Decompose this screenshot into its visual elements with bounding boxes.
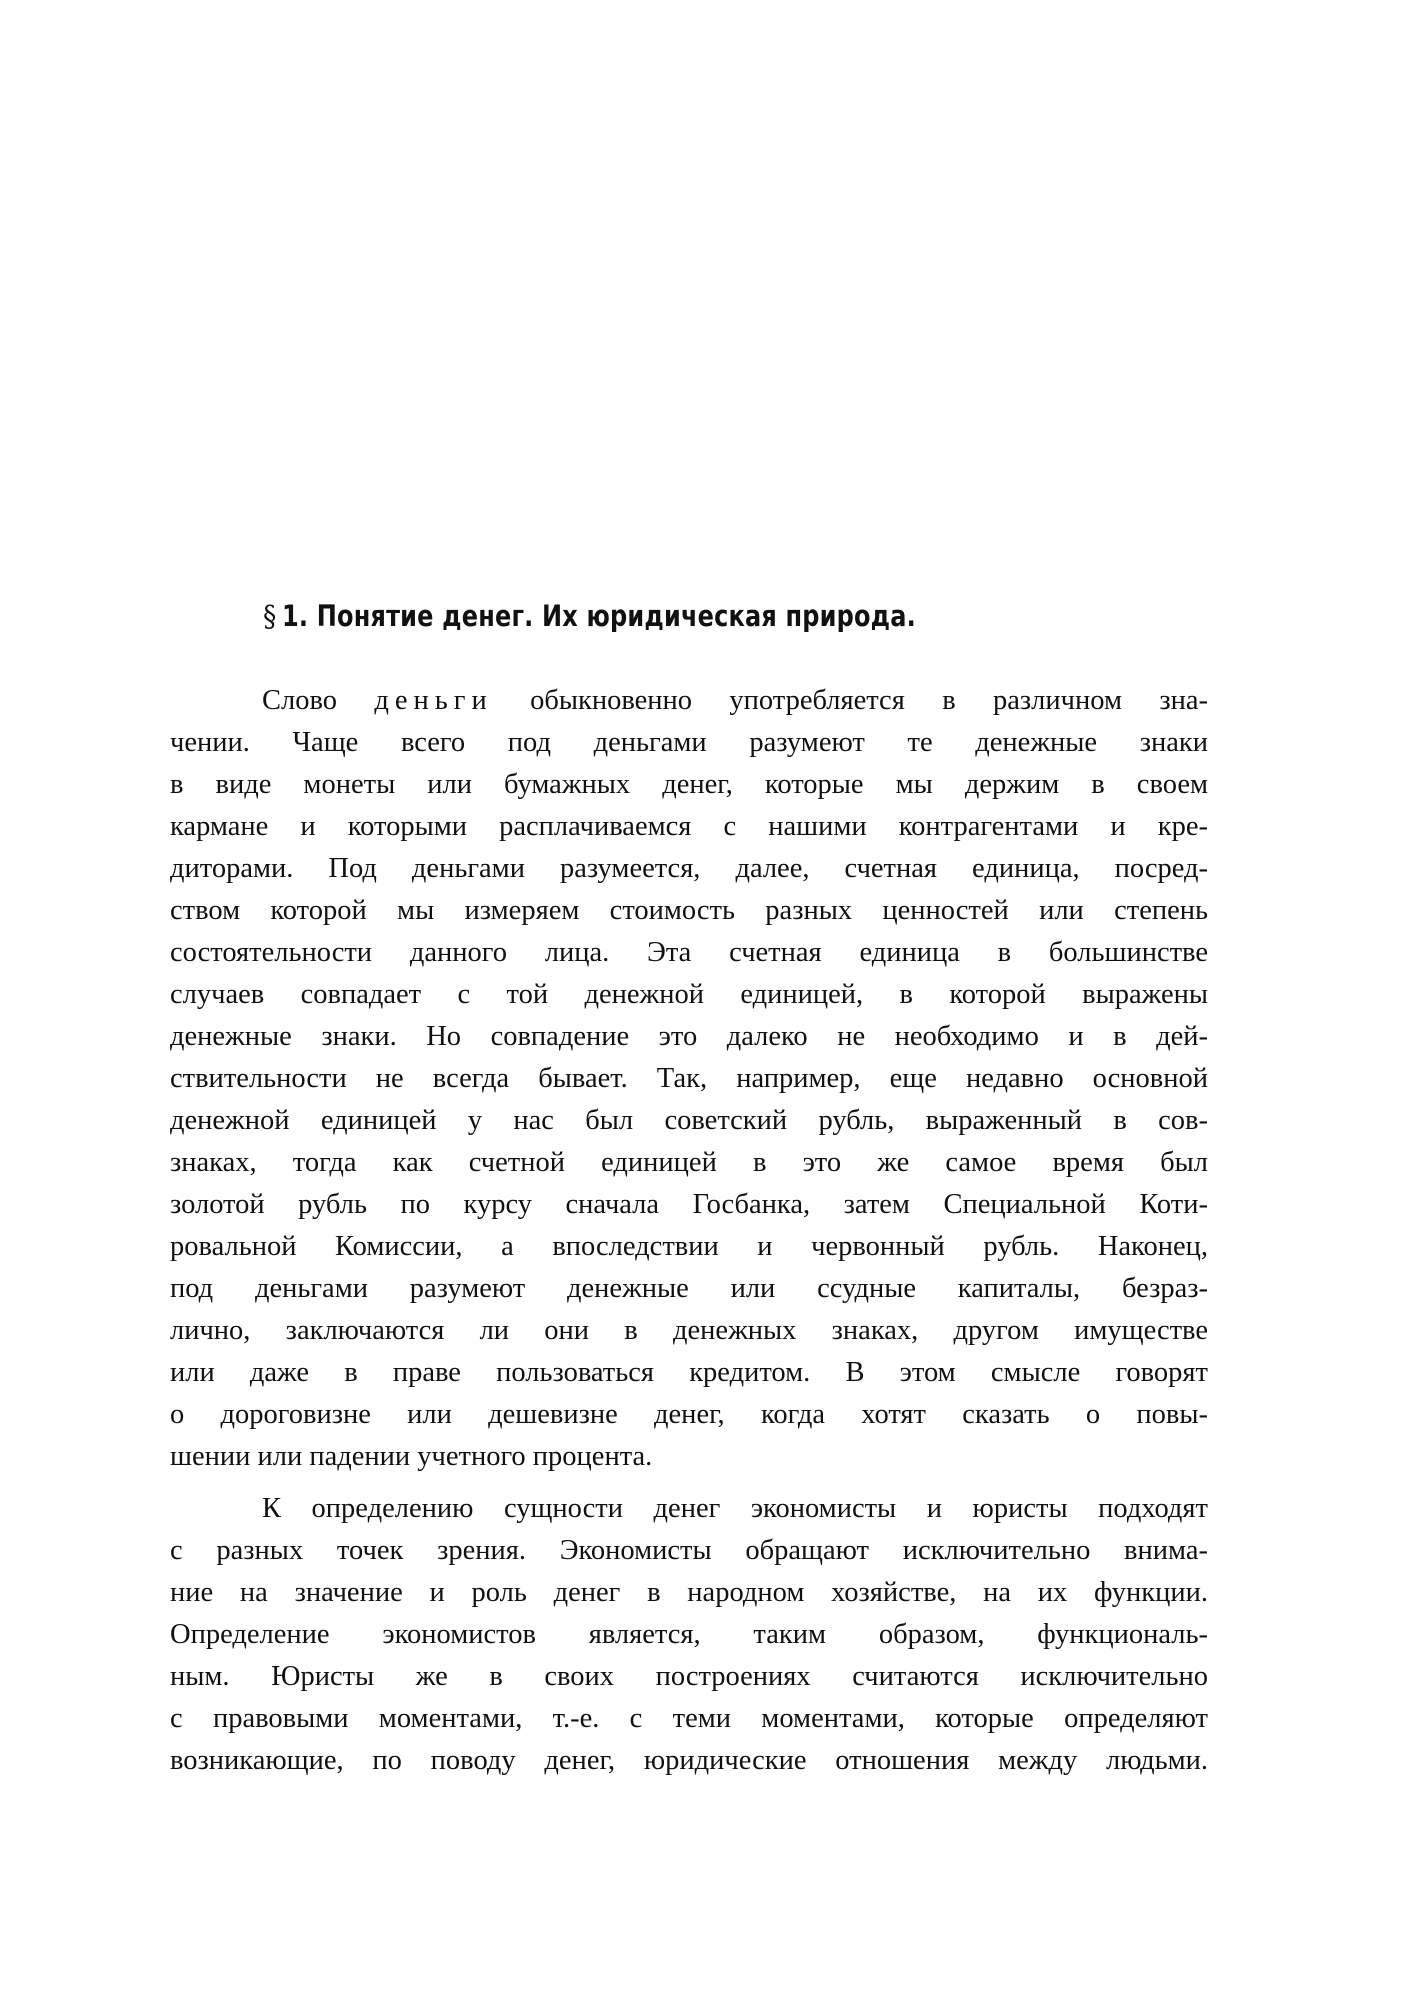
paragraph-2-line-6: с правовыми моментами, т.-е. с теми моментами, которые определяют — [170, 1703, 1208, 1734]
paragraph-1-line-14: ровальной Комиссии, а впоследствии и червонный рубль. Наконец, — [170, 1231, 1208, 1262]
section-symbol: § — [263, 599, 277, 633]
section-title: 1. Понятие денег. Их юридическая природа. — [282, 599, 916, 633]
paragraph-1-line-10: ствительности не всегда бывает. Так, например, еще недавно основной — [170, 1063, 1208, 1094]
paragraph-1-line-11: денежной единицей у нас был советский рубль, выраженный в сов- — [170, 1105, 1208, 1136]
paragraph-2-line-1: К определению сущности денег экономисты и юристы подходят — [262, 1493, 1208, 1524]
paragraph-1-line-8: случаев совпадает с той денежной единицей, в которой выражены — [170, 979, 1208, 1010]
paragraph-1-line-15: под деньгами разумеют денежные или ссудные капиталы, безраз- — [170, 1273, 1208, 1304]
paragraph-2-line-7: возникающие, по поводу денег, юридические отношения между людьми. — [170, 1745, 1208, 1776]
paragraph-2-line-2: с разных точек зрения. Экономисты обращают исключительно внима- — [170, 1535, 1208, 1566]
paragraph-1-line-13: золотой рубль по курсу сначала Госбанка, затем Специальной Коти- — [170, 1189, 1208, 1220]
paragraph-1-line-16: лично, заключаются ли они в денежных знаках, другом имуществе — [170, 1315, 1208, 1346]
paragraph-1-line-3: в виде монеты или бумажных денег, которые мы держим в своем — [170, 769, 1208, 800]
paragraph-2-line-5: ным. Юристы же в своих построениях считаются исключительно — [170, 1661, 1208, 1692]
paragraph-1-line-4: кармане и которыми расплачиваемся с нашими контрагентами и кре- — [170, 811, 1208, 842]
paragraph-1-line-1: Слово деньги обыкновенно употребляется в различном зна- — [262, 685, 1208, 716]
paragraph-1-line-5: диторами. Под деньгами разумеется, далее, счетная единица, посред- — [170, 853, 1208, 884]
paragraph-1-line-9: денежные знаки. Но совпадение это далеко не необходимо и в дей- — [170, 1021, 1208, 1052]
paragraph-1-line-17: или даже в праве пользоваться кредитом. В этом смысле говорят — [170, 1357, 1208, 1388]
paragraph-1-line-6: ством которой мы измеряем стоимость разных ценностей или степень — [170, 895, 1208, 926]
paragraph-1-line-12: знаках, тогда как счетной единицей в это же самое время был — [170, 1147, 1208, 1178]
paragraph-2-line-3: ние на значение и роль денег в народном хозяйстве, на их функции. — [170, 1577, 1208, 1608]
paragraph-1-line-7: состоятельности данного лица. Эта счетная единица в большинстве — [170, 937, 1208, 968]
paragraph-2-line-4: Определение экономистов является, таким образом, функциональ- — [170, 1619, 1208, 1650]
section-heading — [263, 598, 1091, 634]
paragraph-1-line-18: о дороговизне или дешевизне денег, когда хотят сказать о повы- — [170, 1399, 1208, 1430]
paragraph-1-line-19: шении или падении учетного процента. — [170, 1441, 653, 1472]
paragraph-1-line-2: чении. Чаще всего под деньгами разумеют те денежные знаки — [170, 727, 1208, 758]
emphasized-term: деньги — [374, 685, 493, 716]
